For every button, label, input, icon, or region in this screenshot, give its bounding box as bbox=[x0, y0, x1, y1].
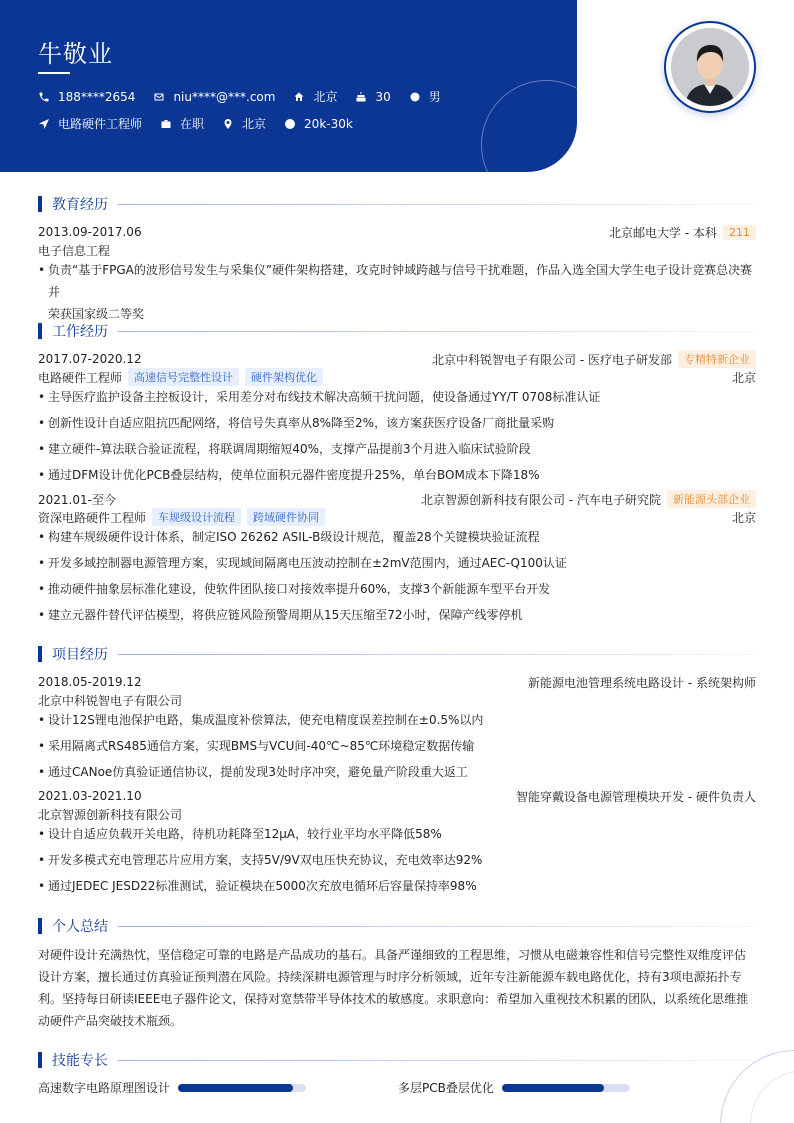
work-bullet: • 开发多域控制器电源管理方案，实现域间隔离电压波动控制在±2mV范围内，通过AEC-Q100认证 bbox=[38, 552, 756, 574]
city-info: 北京 bbox=[222, 115, 266, 132]
section-skills bbox=[38, 1051, 756, 1069]
work-title: 电路硬件工程师 bbox=[38, 370, 123, 385]
home-icon bbox=[293, 91, 305, 103]
gender-icon bbox=[409, 91, 421, 103]
work-company: 北京中科锐智电子有限公司 - 医疗电子研发部 bbox=[432, 352, 672, 367]
project-name: 新能源电池管理系统电路设计 - 系统架构师 bbox=[528, 675, 756, 690]
project-bullet: • 通过JEDEC JESD22标准测试，验证模块在5000次充放电循环后容量保持率98% bbox=[38, 875, 756, 897]
salary-info: 20k-30k bbox=[284, 117, 353, 131]
project-date: 2021.03-2021.10 bbox=[38, 789, 142, 803]
skill-item bbox=[38, 1079, 306, 1096]
work-date: 2021.01-至今 bbox=[38, 492, 116, 507]
briefcase-icon bbox=[160, 118, 172, 130]
work-header-1 bbox=[38, 350, 756, 368]
work-date: 2017.07-2020.12 bbox=[38, 352, 142, 366]
skill-level-bar bbox=[178, 1084, 306, 1092]
job-row bbox=[38, 115, 371, 132]
work-bullet: • 推动硬件抽象层标准化建设，使软件团队接口对接效率提升60%，支撑3个新能源车型平台开发 bbox=[38, 578, 756, 600]
section-work bbox=[38, 322, 756, 340]
skill-name: 多层PCB叠层优化 bbox=[398, 1081, 494, 1095]
section-title-education: 教育经历 bbox=[52, 197, 108, 213]
project-date: 2018.05-2019.12 bbox=[38, 675, 142, 689]
section-title-work: 工作经历 bbox=[52, 324, 108, 340]
education-school: 北京邮电大学 - 本科 bbox=[609, 225, 717, 240]
skill-name: 高速数字电路原理图设计 bbox=[38, 1081, 171, 1095]
section-title-project: 项目经历 bbox=[52, 647, 108, 663]
project-company: 北京中科锐智电子有限公司 bbox=[38, 693, 183, 708]
education-date: 2013.09-2017.06 bbox=[38, 225, 142, 239]
work-title-row-1 bbox=[38, 368, 756, 386]
summary-text: 对硬件设计充满热忱，坚信稳定可靠的电路是产品成功的基石。具备严谨细致的工程思维，习惯从电磁兼容性和信号完整性双维度评估 设计方案，擅长通过仿真验证预判潜在风险。持续深耕电源管理与时序分析领域，近年专注新能源车载电路优化，持有3项电源拓扑专 利。坚持每日研读IEEE电子器件论文，保持对宽禁带半导体技术的敏感度。求职意向：希望加入重视技术积累的团队，以系统化思维推 动硬件产品突破技术瓶颈。 bbox=[38, 948, 749, 1028]
work-title-row-2 bbox=[38, 508, 756, 526]
section-title-skills: 技能专长 bbox=[52, 1053, 108, 1069]
skill-tag: 高速信号完整性设计 bbox=[128, 368, 239, 386]
hometown-info: 北京 bbox=[293, 88, 337, 105]
work-title: 资深电路硬件工程师 bbox=[38, 510, 147, 525]
project-bullet: • 开发多模式充电管理芯片应用方案，支持5V/9V双电压快充协议，充电效率达92% bbox=[38, 849, 756, 871]
project-company-row-1 bbox=[38, 691, 756, 709]
project-header-2 bbox=[38, 787, 756, 805]
work-bullet: • 创新性设计自适应阻抗匹配网络，将信号失真率从8%降至2%，该方案获医疗设备厂商批量采购 bbox=[38, 412, 756, 434]
email-info: niu****@***.com bbox=[153, 90, 275, 104]
work-company: 北京智源创新科技有限公司 - 汽车电子研究院 bbox=[421, 492, 661, 507]
education-major-row bbox=[38, 241, 756, 259]
skill-tag: 车规级设计流程 bbox=[152, 508, 241, 526]
age-info: 30 bbox=[355, 90, 390, 104]
project-company: 北京智源创新科技有限公司 bbox=[38, 807, 183, 822]
work-bullet: • 主导医疗监护设备主控板设计，采用差分对布线技术解决高频干扰问题，使设备通过YY/T 0708标准认证 bbox=[38, 386, 756, 408]
money-icon bbox=[284, 118, 296, 130]
skill-tag: 跨域硬件协同 bbox=[247, 508, 325, 526]
project-bullet: • 通过CANoe仿真验证通信协议，提前发现3处时序冲突，避免量产阶段重大返工 bbox=[38, 761, 756, 783]
candidate-name: 牛敬业 bbox=[38, 40, 113, 68]
phone-icon bbox=[38, 91, 50, 103]
name-underline bbox=[38, 72, 70, 74]
send-icon bbox=[38, 118, 50, 130]
project-company-row-2 bbox=[38, 805, 756, 823]
school-tag: 211 bbox=[723, 225, 756, 240]
mail-icon bbox=[153, 91, 165, 103]
work-location: 北京 bbox=[731, 510, 756, 525]
project-bullet: • 设计自适应负载开关电路，待机功耗降至12μA，较行业平均水平降低58% bbox=[38, 823, 756, 845]
decorative-circle bbox=[481, 80, 577, 172]
skill-level-bar bbox=[502, 1084, 630, 1092]
section-education bbox=[38, 195, 756, 213]
company-tag: 专精特新企业 bbox=[678, 350, 756, 368]
skill-tag: 硬件架构优化 bbox=[245, 368, 323, 386]
profile-photo bbox=[671, 28, 749, 106]
company-tag: 新能源头部企业 bbox=[667, 490, 756, 508]
project-name: 智能穿戴设备电源管理模块开发 - 硬件负责人 bbox=[516, 789, 756, 804]
work-bullet: • 构建车规级硬件设计体系，制定ISO 26262 ASIL-B级设计规范，覆盖28个关键模块验证流程 bbox=[38, 526, 756, 548]
section-title-summary: 个人总结 bbox=[52, 919, 108, 935]
work-bullet: • 通过DFM设计优化PCB叠层结构，使单位面积元器件密度提升25%，单台BOM成本下降18% bbox=[38, 464, 756, 486]
education-major: 电子信息工程 bbox=[38, 243, 111, 258]
education-bullet: • 负责“基于FPGA的波形信号发生与采集仪”硬件架构搭建，攻克时钟域跨越与信号干扰难题，作品入选全国大学生电子设计竞赛总决赛并 荣获国家级二等奖 bbox=[38, 259, 756, 325]
phone-info: 188****2654 bbox=[38, 90, 135, 104]
location-pin-icon bbox=[222, 118, 234, 130]
education-header bbox=[38, 223, 756, 241]
skill-item bbox=[398, 1079, 630, 1096]
header-banner bbox=[0, 0, 577, 172]
work-bullet: • 建立元器件替代评估模型，将供应链风险预警周期从15天压缩至72小时，保障产线零停机 bbox=[38, 604, 756, 626]
position-info: 电路硬件工程师 bbox=[38, 115, 142, 132]
project-header-1 bbox=[38, 673, 756, 691]
gender-info: 男 bbox=[409, 88, 441, 105]
contact-row bbox=[38, 88, 459, 105]
work-bullet: • 建立硬件-算法联合验证流程，将联调周期缩短40%，支撑产品提前3个月进入临床试验阶段 bbox=[38, 438, 756, 460]
section-summary bbox=[38, 917, 756, 935]
project-bullet: • 设计12S锂电池保护电路，集成温度补偿算法，使充电精度误差控制在±0.5%以内 bbox=[38, 709, 756, 731]
avatar bbox=[664, 21, 756, 113]
cake-icon bbox=[355, 91, 367, 103]
work-header-2 bbox=[38, 490, 756, 508]
status-info: 在职 bbox=[160, 115, 204, 132]
project-bullet: • 采用隔离式RS485通信方案，实现BMS与VCU间-40℃~85℃环境稳定数据传输 bbox=[38, 735, 756, 757]
section-project bbox=[38, 645, 756, 663]
work-location: 北京 bbox=[731, 370, 756, 385]
